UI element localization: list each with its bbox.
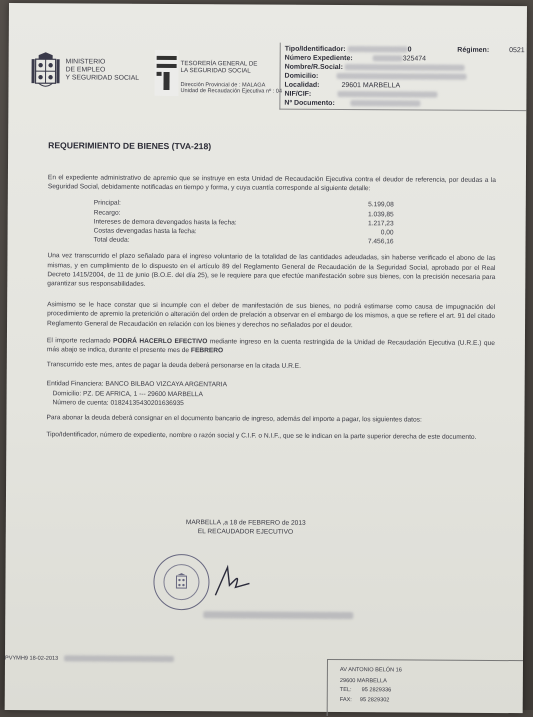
intro-paragraph: En el expediente administrativo de apremio que se instruye en esta Unidad de Recaudación Ejecutiva contra el deudor de referencia, por deudas a la Seguridad Social, debidamente notificadas en tiempo y forma, y cuya cuantía corresponde al siguiente detalle:	[48, 173, 496, 194]
paragraph: Una vez transcurrido el plazo señalado para el ingreso voluntario de la totalidad de las cantidades adeudadas, sin haberse verificado el abono de las mismas, y en cumplimiento de lo dispuesto en el artículo 89 del Reglamento General de Recaudación de la Seguridad Social, aprobado por el Real Decreto 1415/2004, de 11 de junio (B.O.E. del día 25), se le requiere para que efectúe manifestación sobre sus bienes, con la precisión necesaria para garantizar sus responsabilidades.	[47, 252, 495, 292]
field-label: NIF/CIF:	[284, 91, 311, 98]
bank-line: Número de cuenta: 01824135430201636935	[47, 398, 495, 410]
paragraph: Transcurrido este mes, antes de pagar la deuda deberá personarse en la citada U.R.E.	[47, 360, 495, 372]
unidad-recaudacion: Unidad de Recaudación Ejecutiva nº : 04	[180, 88, 285, 95]
redacted-value	[373, 55, 403, 61]
tgss-line: LA SEGURIDAD SOCIAL	[181, 67, 286, 75]
paragraph: El importe reclamado PODRÁ HACERLO EFECTIVO mediante ingreso en la cuenta restringida de la Unidad de Recaudación Ejecutiva (U.R.E.) que más abajo se indica, durante el presente mes de FEBRERO	[47, 336, 495, 357]
field-label: Nombre/R.Social:	[285, 64, 343, 71]
address-line: 29600 MARBELLA	[340, 678, 402, 685]
signature-place-date	[186, 518, 366, 538]
paragraph: Tipo/Identificador, número de expediente, nombre o razón social y C.I.F. o N.I.F., que se le indican en la parte superior derecha de este documento.	[46, 431, 494, 443]
document-body	[46, 173, 496, 442]
debt-row: Principal: 5.199,08	[94, 199, 394, 210]
bank-line: Entidad Financiera: BANCO BILBAO VIZCAYA ARGENTARIA	[47, 380, 495, 392]
field-label: Localidad:	[284, 82, 319, 89]
debt-row: Intereses de demora devengados hasta la fecha: 1.217,23	[94, 217, 394, 228]
office-address-box: AV ANTONIO BELÓN 16 29600 MARBELLA TEL: 95 2829336 FAX: 95 2829302	[327, 659, 523, 717]
place-date: MARBELLA ,a 18 de FEBRERO de 2013	[186, 518, 366, 528]
debt-row: Total deuda: 7.456,16	[94, 236, 394, 247]
address-line: AV ANTONIO BELÓN 16	[340, 667, 402, 674]
field-label: Domicilio:	[285, 73, 319, 80]
field-label: Tipo/Identificador:	[285, 46, 346, 53]
field-value: 0	[408, 46, 412, 53]
signer-name-redacted	[203, 606, 353, 625]
ministry-line: Y SEGURIDAD SOCIAL	[66, 74, 161, 83]
document-page	[5, 3, 527, 713]
debt-table	[94, 199, 394, 247]
handwritten-signature	[205, 559, 265, 599]
bank-details	[47, 380, 495, 410]
regimen-label: Régimen:	[457, 47, 489, 54]
ministry-name	[66, 58, 161, 83]
paragraph: Asimismo se le hace constar que si incumple con el deber de manifestación de sus bienes, no podrá estimarse como causa de impugnación del procedimiento de apremio la preterición o alteración del orden de prelación a observar en el embargo de los mismos, a que se refiere el art. 91 del citado Reglamento General de Recaudación en relación con los bienes y derechos no señalados por el deudor.	[47, 300, 495, 330]
debt-row: Recargo: 1.039,85	[94, 208, 394, 219]
redacted-value	[351, 100, 421, 106]
tgss-name	[180, 60, 285, 96]
redacted-value	[345, 64, 465, 71]
paragraph: Para abonar la deuda deberá consignar en el documento bancario de ingreso, además del importe a pagar, los siguientes datos:	[46, 413, 494, 425]
document-title: REQUERIMIENTO DE BIENES (TVA-218)	[48, 140, 211, 151]
field-value: 325474	[403, 55, 426, 62]
signer-role: EL RECAUDADOR EJECUTIVO	[186, 527, 366, 537]
tgss-line: TESORERÍA GENERAL DE	[181, 60, 286, 68]
tgss-logo	[154, 50, 178, 96]
field-label: Nº Documento:	[284, 100, 334, 107]
regimen-value: 0521	[509, 47, 525, 54]
recipient-info-box	[279, 43, 526, 112]
footer-code-text: PVYMH9 18-02-2013	[5, 655, 58, 661]
debt-row: Costas devengadas hasta la fecha: 0,00	[94, 227, 394, 238]
direccion-provincial: Dirección Provincial de : MALAGA	[180, 82, 285, 89]
coat-of-arms-logo	[30, 51, 60, 89]
redacted-value	[64, 655, 174, 662]
redacted-value	[336, 73, 466, 80]
bank-line: Domicilio: PZ. DE AFRICA, 1 --- 29600 MARBELLA	[47, 389, 495, 401]
ministry-line: MINISTERIO	[66, 58, 161, 67]
redacted-value	[337, 91, 437, 98]
field-value: 29601 MARBELLA	[341, 82, 400, 89]
redacted-value	[348, 46, 408, 52]
ministry-line: DE EMPLEO	[66, 66, 161, 75]
official-seal-stamp	[153, 554, 209, 610]
footer-code	[5, 655, 305, 664]
field-label: Número Expediente:	[285, 55, 353, 62]
